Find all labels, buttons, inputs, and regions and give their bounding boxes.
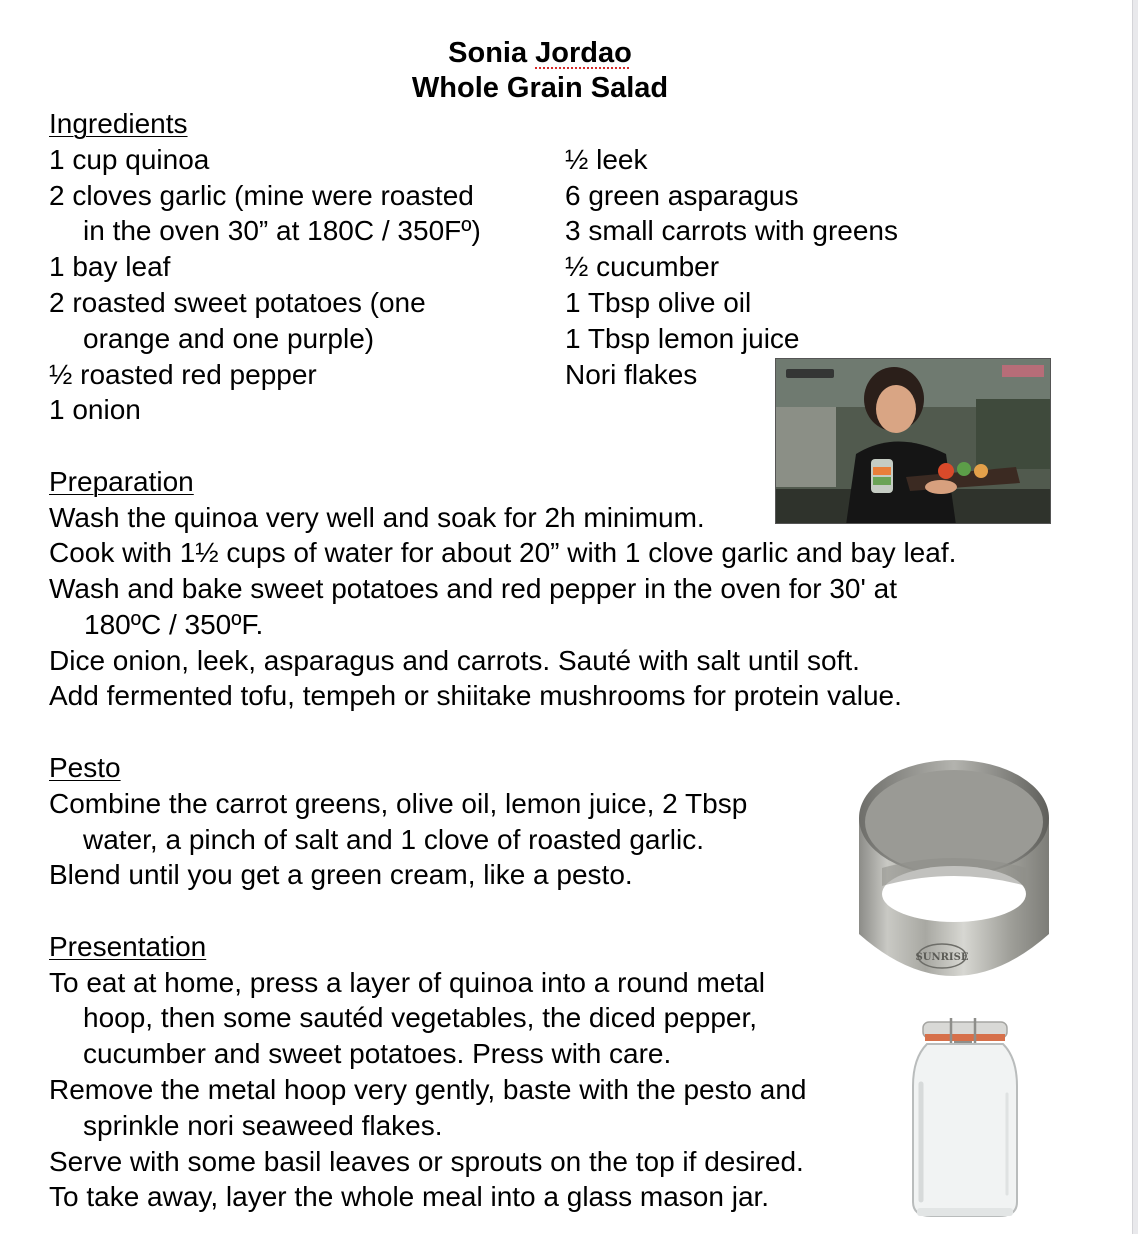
presentation-line: cucumber and sweet potatoes. Press with care.	[83, 1038, 672, 1069]
author-first-name: Sonia	[448, 37, 528, 69]
preparation-line: Cook with 1½ cups of water for about 20” with 1 clove garlic and bay leaf.	[49, 537, 957, 568]
pesto-line: Blend until you get a green cream, like a pesto.	[49, 859, 633, 890]
window-right-edge	[1132, 0, 1138, 1234]
ingredient-left-line: orange and one purple)	[83, 323, 375, 354]
ingredient-left-line: in the oven 30” at 180C / 350Fº)	[83, 215, 481, 246]
metal-hoop-image	[856, 756, 1052, 1006]
preparation-heading: Preparation	[49, 466, 194, 497]
metal-hoop-illustration	[856, 756, 1052, 1006]
cooking-video-thumbnail	[775, 358, 1051, 524]
presentation-line: sprinkle nori seaweed flakes.	[83, 1110, 443, 1141]
ingredient-right-line: 6 green asparagus	[565, 180, 799, 211]
ingredient-left-line: 1 bay leaf	[49, 251, 171, 282]
presentation-heading: Presentation	[49, 931, 207, 962]
ingredients-heading: Ingredients	[49, 108, 188, 139]
ingredient-right-line: 3 small carrots with greens	[565, 215, 899, 246]
presentation-line: To take away, layer the whole meal into a glass mason jar.	[49, 1181, 770, 1212]
ingredient-left-line: 2 roasted sweet potatoes (one	[49, 287, 426, 318]
preparation-line: 180ºC / 350ºF.	[84, 609, 264, 640]
ingredient-right-line: Nori flakes	[565, 359, 698, 390]
ingredient-right-line: ½ leek	[565, 144, 648, 175]
preparation-line: Wash the quinoa very well and soak for 2h minimum.	[49, 502, 705, 533]
recipe-title: Whole Grain Salad	[411, 72, 669, 104]
ingredient-left-line: 2 cloves garlic (mine were roasted	[49, 180, 474, 211]
mason-jar-image	[905, 1014, 1025, 1220]
author-name	[0, 36, 1080, 71]
pesto-heading: Pesto	[49, 752, 121, 783]
presentation-line: To eat at home, press a layer of quinoa into a round metal	[49, 967, 765, 998]
ingredient-right-line: 1 Tbsp lemon juice	[565, 323, 800, 354]
hoop-brand-label: SUNRISE	[915, 952, 969, 963]
preparation-line: Dice onion, leek, asparagus and carrots. Sauté with salt until soft.	[49, 645, 860, 676]
ingredient-right-line: ½ cucumber	[565, 251, 720, 282]
pesto-line: water, a pinch of salt and 1 clove of roasted garlic.	[83, 824, 705, 855]
presentation-line: hoop, then some sautéd vegetables, the diced pepper,	[83, 1002, 758, 1033]
author-last-name: Jordao	[535, 37, 632, 69]
mason-jar-illustration	[905, 1014, 1025, 1220]
ingredient-left-line: 1 cup quinoa	[49, 144, 210, 175]
presentation-line: Remove the metal hoop very gently, baste with the pesto and	[49, 1074, 807, 1105]
preparation-line: Wash and bake sweet potatoes and red pepper in the oven for 30' at	[49, 573, 897, 604]
presentation-line: Serve with some basil leaves or sprouts on the top if desired.	[49, 1146, 804, 1177]
ingredient-right-line: 1 Tbsp olive oil	[565, 287, 752, 318]
preparation-line: Add fermented tofu, tempeh or shiitake mushrooms for protein value.	[49, 680, 902, 711]
ingredient-left-line: ½ roasted red pepper	[49, 359, 317, 390]
ingredient-left-line: 1 onion	[49, 394, 141, 425]
video-frame-illustration	[776, 359, 1051, 524]
pesto-line: Combine the carrot greens, olive oil, lemon juice, 2 Tbsp	[49, 788, 748, 819]
